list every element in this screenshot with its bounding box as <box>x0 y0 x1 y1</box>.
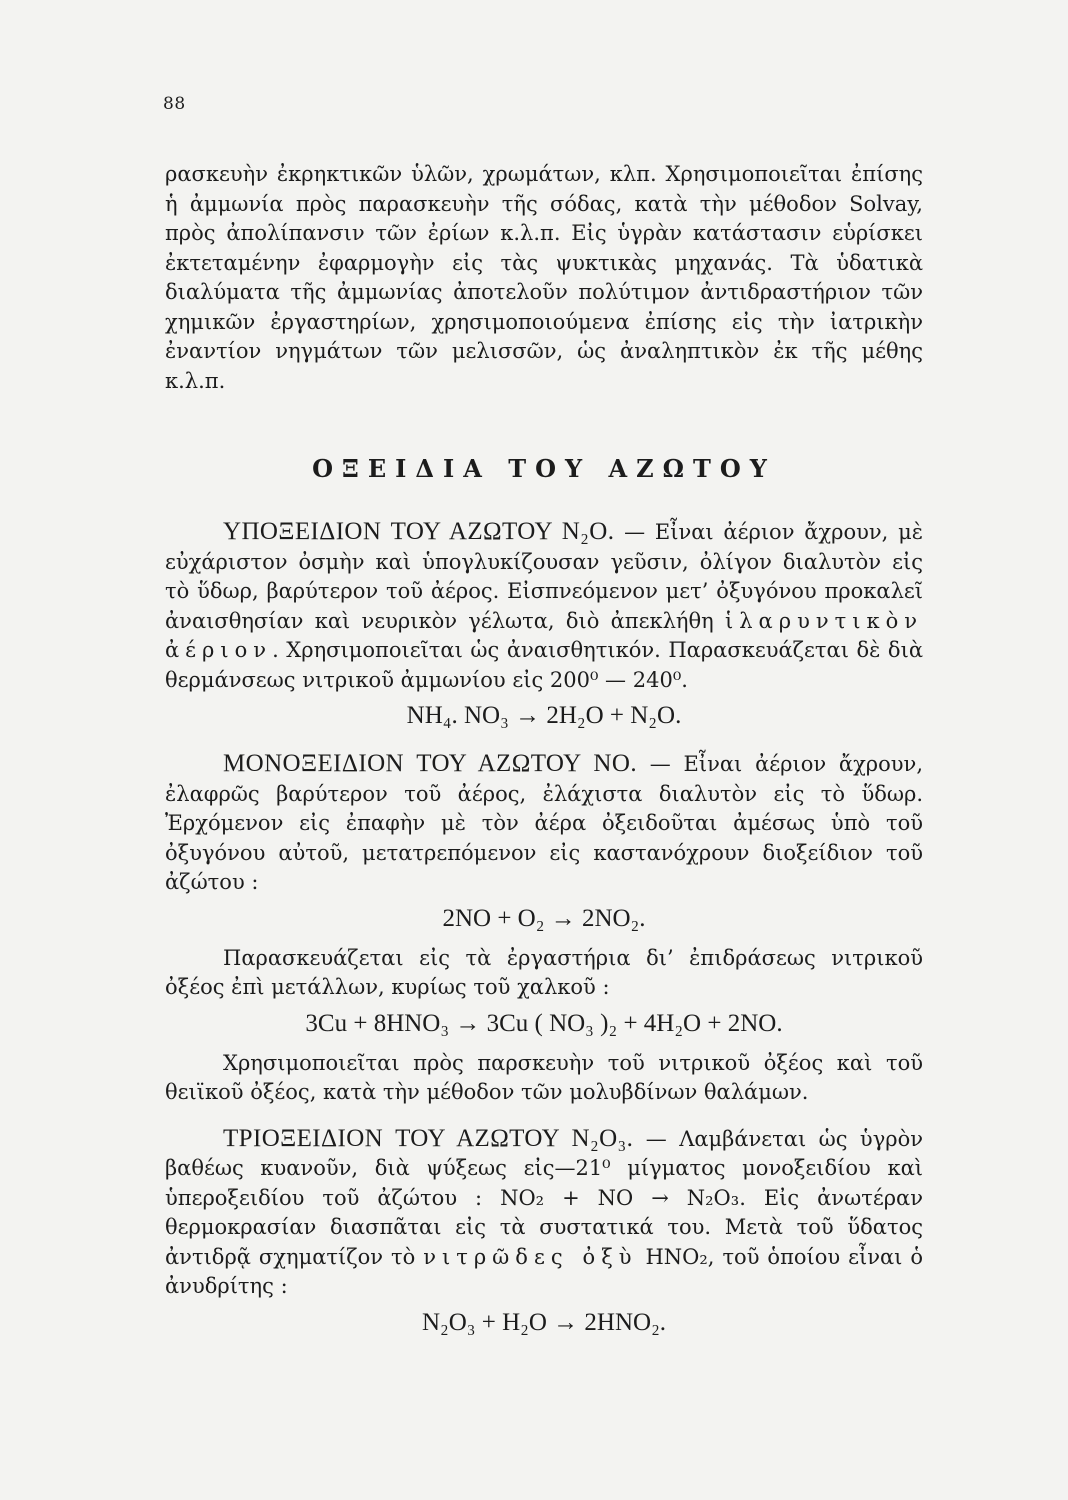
trioxeidion-formula: N₂O₃ + H₂O → 2HNO₂. <box>421 1308 667 1336</box>
page-content <box>165 160 923 1348</box>
hypoxeidion-formula: NH₄. NO₃ → 2H₂O + N₂O. <box>406 702 682 729</box>
section-heading: ΟΞΕΙΔΙΑ ΤΟΥ ΑΖΩΤΟΥ <box>312 454 776 483</box>
monoxeidion-usage: Χρησιμοποιεῖται πρὸς παρσκευὴν τοῦ νιτρικοῦ ὀξέος καὶ τοῦ θειϊκοῦ ὀξέος, κατὰ τὴν μέθοδον τῶν μολυβδίνων θαλάμων. <box>165 1050 923 1104</box>
hypoxeidion-spaced-term: ἱλαρυντικὸν ἀέριον <box>165 608 923 662</box>
monoxeidion-preparation: Παρασκευάζεται εἰς τὰ ἐργαστήρια δι’ ἐπιδράσεως νιτρικοῦ ὀξέος ἐπὶ μετάλλων, κυρίως τοῦ χαλκοῦ : <box>165 945 923 999</box>
hypoxeidion-paragraph <box>165 517 923 695</box>
trioxeidion-text-b: HNO₂, τοῦ ὁποίου εἶναι ὁ ἀνυδρίτης : <box>165 1244 923 1298</box>
trioxeidion-text-a: — Λαμβάνεται ὡς ὑγρὸν βαθέως κυανοῦν, διὰ ψύξεως εἰς—21⁰ μίγματος μονοξειδίου καὶ ὑπεροξειδίου τοῦ ἀζώτου : NO₂ + NO → N₂O₃. Εἰς ἀνωτέραν θερμοκρασίαν διασπᾶται εἰς τὰ συστατικά του. Μετὰ τοῦ ὕδατος ἀντιδρᾷ σχηματίζον τὸ <box>165 1126 923 1269</box>
monoxeidion-text: — Εἶναι ἀέριον ἄχρουν, ἐλαφρῶς βαρύτερον τοῦ ἀέρος, ἐλάχιστα διαλυτὸν εἰς τὸ ὕδωρ. Ἐρχόμενον εἰς ἐπαφὴν μὲ τὸν ἀέρα ὀξειδοῦται ἀμέσως ὑπὸ τοῦ ὀξυγόνου αὐτοῦ, μετατρεπόμενον εἰς καστανόχρουν διοξείδιον τοῦ ἀζώτου : <box>165 752 923 894</box>
monoxeidion-formula-1: 2NO + O₂ → 2NO₂. <box>442 904 646 932</box>
page-number: 88 <box>163 94 186 114</box>
hypoxeidion-text-a: — Εἶναι ἀέριον ἄχρουν, μὲ εὐχάριστον ὀσμὴν καὶ ὑπογλυκίζουσαν γεῦσιν, ὀλίγον διαλυτὸν εἰς τὸ ὕδωρ, βαρύτερον τοῦ ἀέρος. Εἰσπνεόμενον μετ’ ὀξυγόνου προκαλεῖ ἀναισθησίαν καὶ νευρικὸν γέλωτα, διὸ ἀπεκλήθη <box>165 520 923 633</box>
monoxeidion-paragraph <box>165 749 923 898</box>
trioxeidion-title: ΤΡΙΟΞΕΙΔΙΟΝ ΤΟΥ ΑΖΩΤΟΥ N₂O₃. <box>223 1124 634 1152</box>
monoxeidion-formula-2: 3Cu + 8HNO₃ → 3Cu ( NO₃ )₂ + 4H₂O + 2NO. <box>305 1009 783 1037</box>
trioxeidion-spaced-term: νιτρῶδες ὀξὺ <box>423 1244 638 1269</box>
intro-paragraph: ρασκευὴν ἐκρηκτικῶν ὑλῶν, χρωμάτων, κλπ. Χρησιμοποιεῖται ἐπίσης ἡ ἀμμωνία πρὸς παρασκευὴν τῆς σόδας, κατὰ τὴν μέθοδον Solvay, πρὸς ἀπολίπανσιν τῶν ἐρίων κ.λ.π. Εἰς ὑγρὰν κατάστασιν εὑρίσκει ἐκτεταμένην ἐφαρμογὴν εἰς τὰς ψυκτικὰς μηχανάς. Τὰ ὑδατικὰ διαλύματα τῆς ἀμμωνίας ἀποτελοῦν πολύτιμον ἀντιδραστήριον τῶν χημικῶν ἐργαστηρίων, χρησιμοποιούμενα ἐπίσης εἰς τὴν ἰατρικὴν ἐναντίον νηγμάτων τῶν μελισσῶν, ὡς ἀναληπτικὸν ἐκ τῆς μέθης κ.λ.π. <box>165 162 923 393</box>
hypoxeidion-title: ΥΠΟΞΕΙΔΙΟΝ ΤΟΥ ΑΖΩΤΟΥ N₂O. <box>223 518 615 545</box>
trioxeidion-paragraph <box>165 1124 923 1302</box>
monoxeidion-title: ΜΟΝΟΞΕΙΔΙΟΝ ΤΟΥ ΑΖΩΤΟΥ NO. <box>223 750 637 777</box>
hypoxeidion-text-b: . Χρησιμοποιεῖται ὡς ἀναισθητικόν. Παρασκευάζεται δὲ διὰ θερμάνσεως νιτρικοῦ ἀμμωνίου εἰς 200⁰ — 240⁰. <box>165 638 923 692</box>
